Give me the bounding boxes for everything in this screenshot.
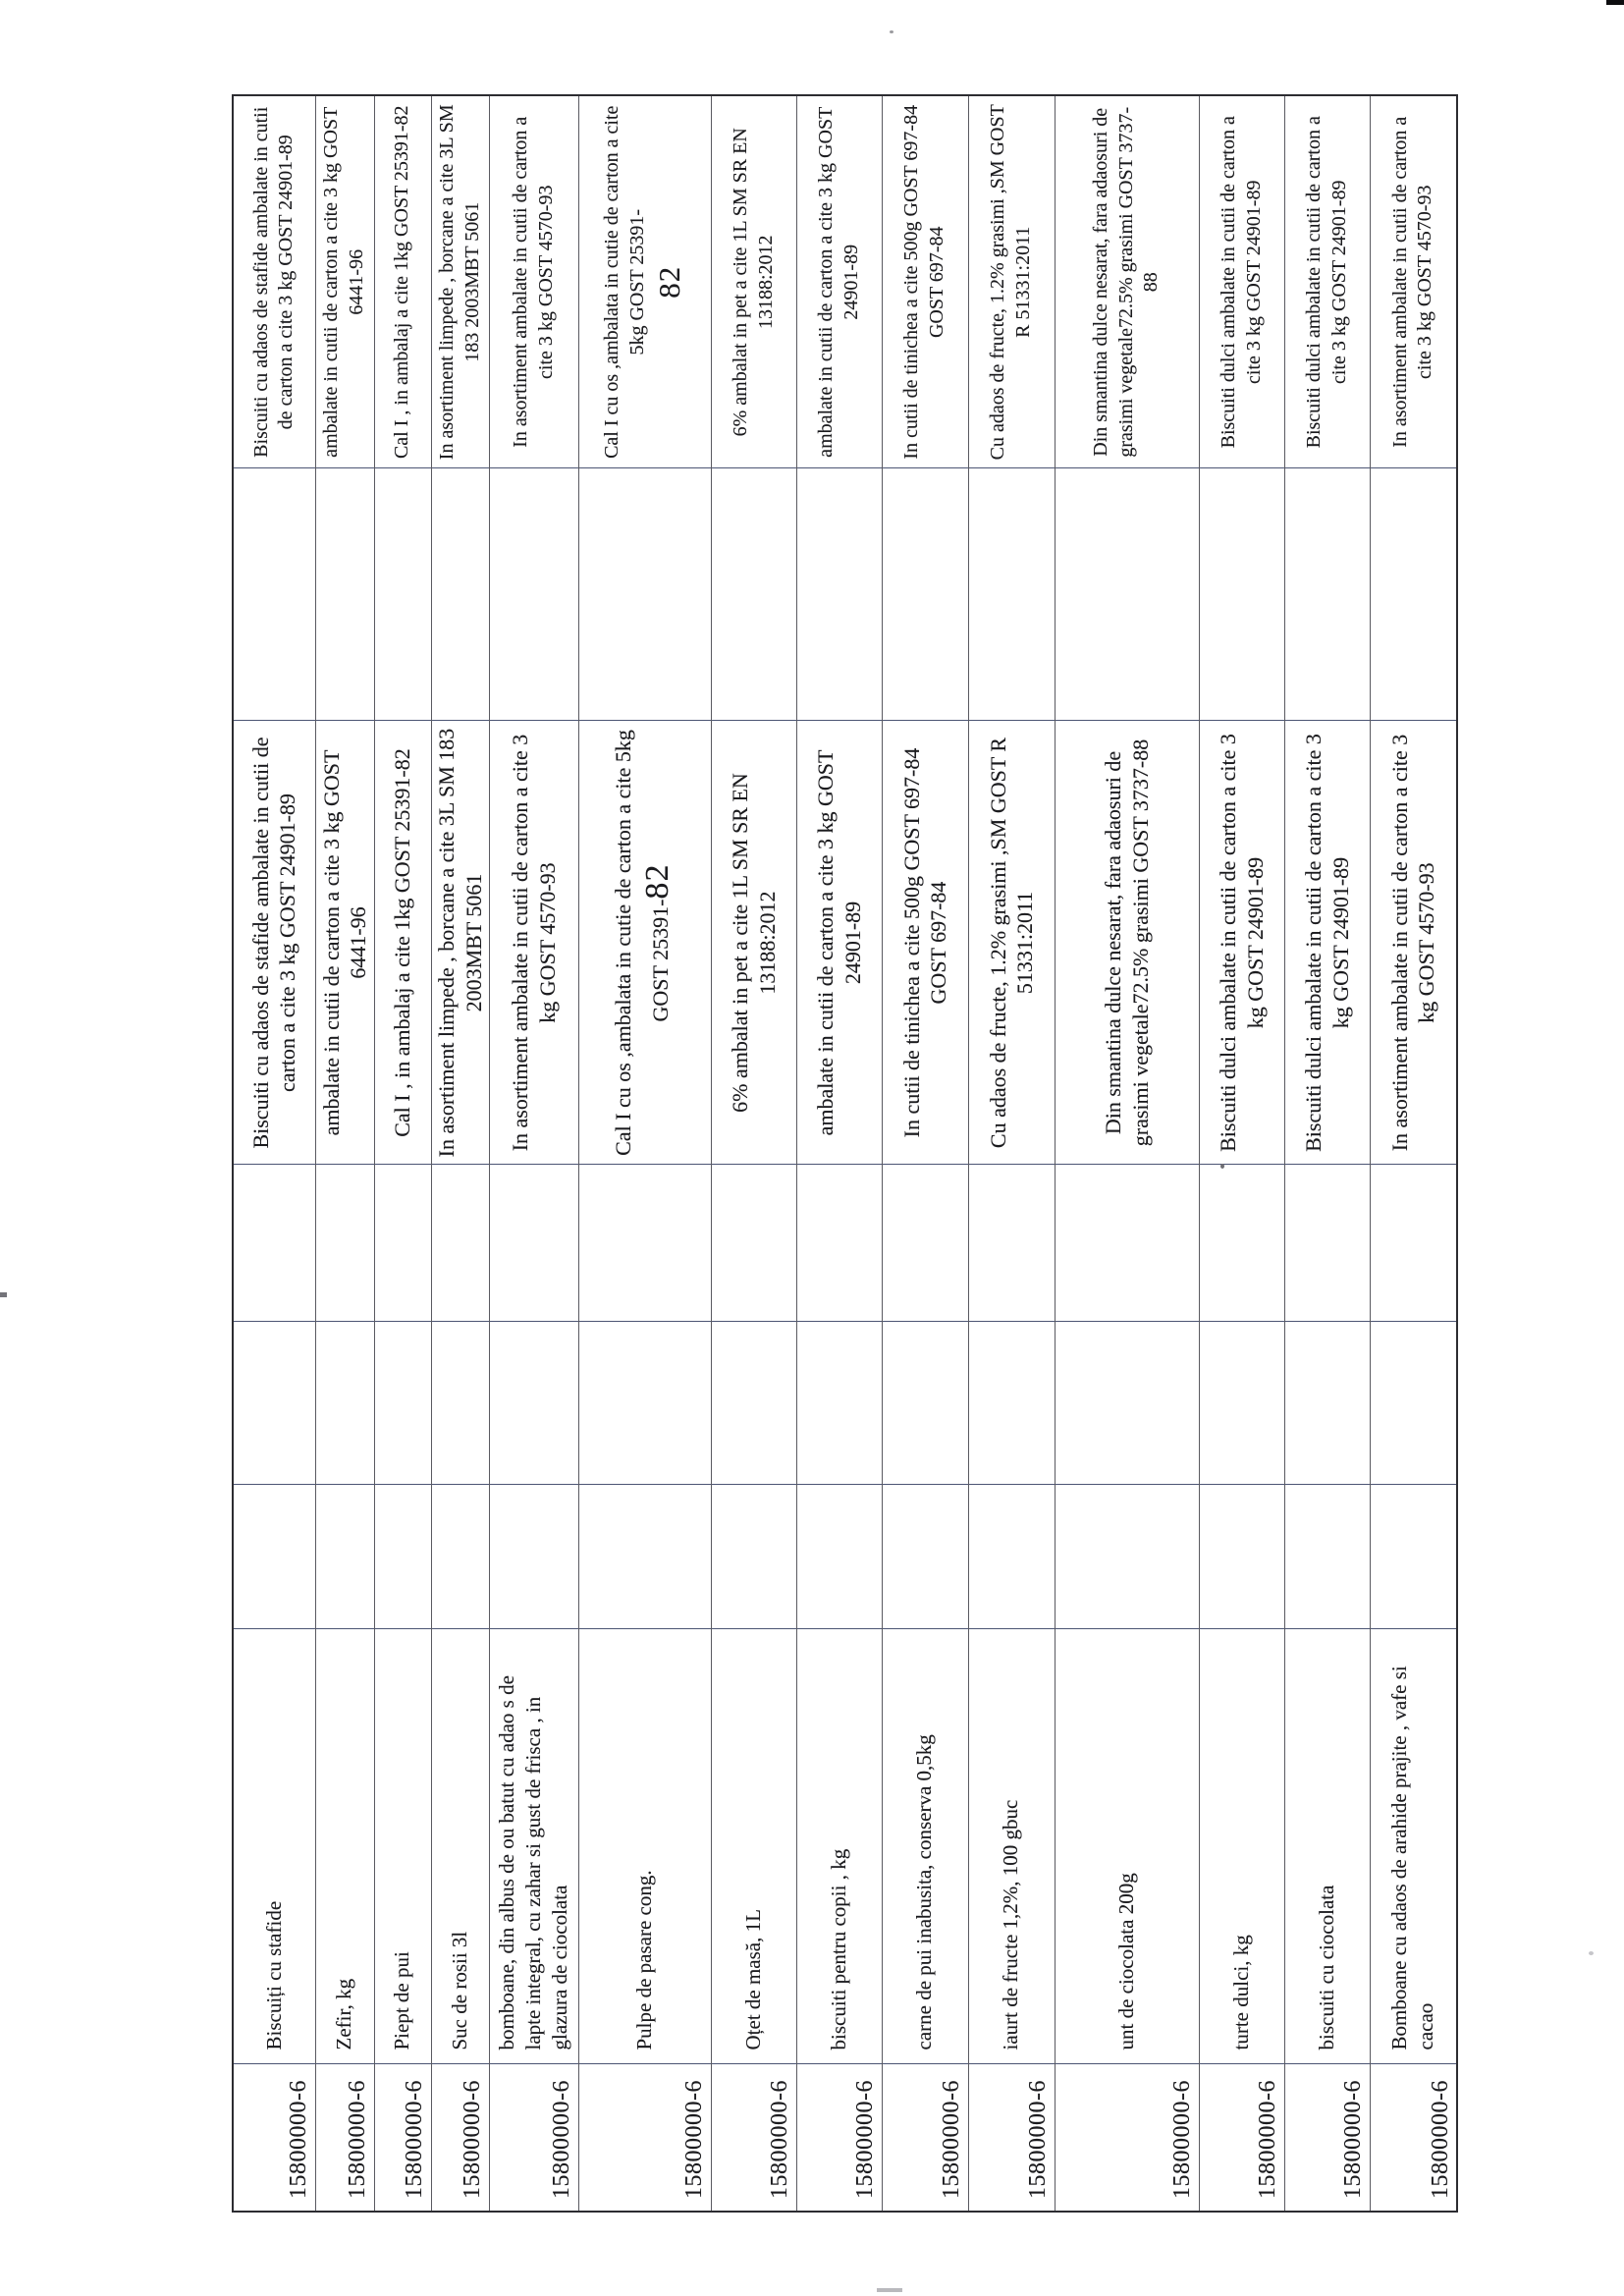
description-primary-text: Biscuiti dulci ambalate in cutii de carton a cite 3 kg GOST 24901-89: [1216, 734, 1268, 1152]
product-name-text: biscuiti cu ciocolata: [1314, 1885, 1338, 2050]
cpv-code-text: 15800000-6: [681, 2080, 708, 2199]
product-name-cell: [968, 1629, 1055, 2064]
empty-cell-1: [882, 1485, 968, 1629]
description-secondary-cell: [1199, 95, 1284, 468]
description-secondary-text: Cal I , in ambalaj a cite 1kg GOST 25391-82: [391, 105, 413, 460]
description-primary-text: Din smantina dulce nesarat, fara adaosuri de grasimi vegetale72.5% grasimi GOST 3737-88: [1101, 738, 1153, 1147]
description-secondary-text: In asortiment ambalate in cutii de carton a cite 3 kg GOST 4570-93: [1388, 116, 1436, 448]
description-secondary-text: ambalate in cutii de carton a cite 3 kg GOST 24901-89: [814, 106, 862, 458]
product-name-text: Bomboane cu adaos de arahide prajite , vafe si cacao: [1386, 1666, 1438, 2050]
product-name-text: turte dulci, kg: [1228, 1935, 1253, 2050]
description-primary-cell: [1284, 721, 1370, 1165]
description-primary-cell: [489, 721, 578, 1165]
cpv-code-cell: [374, 2064, 431, 2212]
cpv-code-text: 15800000-6: [939, 2080, 965, 2199]
description-secondary-cell: [1055, 95, 1199, 468]
empty-cell-3: [431, 1165, 489, 1322]
empty-cell-2: [968, 1322, 1055, 1485]
cpv-code-text: 15800000-6: [1427, 2080, 1453, 2199]
description-primary-cell: [374, 721, 431, 1165]
product-name-text: Biscuiți cu stafide: [261, 1900, 286, 2050]
description-secondary-text: In asortiment limpede , borcane a cite 3L SM 183 2003MBT 5061: [435, 104, 483, 461]
description-secondary-cell: [578, 95, 711, 468]
empty-cell-3: [233, 1165, 315, 1322]
empty-cell-3: [374, 1165, 431, 1322]
description-primary-cell: [882, 721, 968, 1165]
description-primary-cell: [796, 721, 882, 1165]
empty-cell-4: [711, 468, 796, 721]
empty-cell-2: [882, 1322, 968, 1485]
description-primary-text: Cu adaos de fructe, 1.2% grasimi ,SM GOST R 51331:2011: [985, 737, 1037, 1149]
empty-cell-4: [431, 468, 489, 721]
description-secondary-text: ambalate in cutii de carton a cite 3 kg GOST 6441-96: [320, 106, 367, 458]
description-primary-cell: [578, 721, 711, 1165]
product-name-cell: [1370, 1629, 1457, 2064]
table-row: [1055, 95, 1199, 2212]
description-secondary-cell: [1370, 95, 1457, 468]
product-name-text: Oțet de masă, 1L: [740, 1909, 765, 2050]
description-primary-text: In cutii de tinichea a cite 500g GOST 697-84 GOST 697-84: [898, 747, 950, 1138]
cpv-code-text: 15800000-6: [1169, 2080, 1196, 2199]
description-primary-big-text: 82: [638, 863, 676, 900]
cpv-code-cell: [578, 2064, 711, 2212]
table-row: [796, 95, 882, 2212]
cpv-code-text: 15800000-6: [460, 2080, 486, 2199]
cpv-code-cell: [1370, 2064, 1457, 2212]
product-name-text: Piept de pui: [390, 1951, 414, 2050]
product-name-cell: [796, 1629, 882, 2064]
product-name-text: unt de ciocolata 200g: [1113, 1873, 1138, 2050]
product-name-text: Pulpe de pasare cong.: [631, 1870, 656, 2050]
description-primary-text: Biscuiti cu adaos de stafide ambalate in cutii de carton a cite 3 kg GOST 24901-89: [247, 737, 300, 1149]
description-secondary-cell: [489, 95, 578, 468]
cpv-code-cell: [1199, 2064, 1284, 2212]
empty-cell-3: [968, 1165, 1055, 1322]
table-body: [233, 95, 1457, 2212]
cpv-code-text: 15800000-6: [345, 2080, 371, 2199]
description-secondary-cell: [796, 95, 882, 468]
procurement-table: [232, 94, 1458, 2213]
description-primary-text: In asortiment ambalate in cutii de carton a cite 3 kg GOST 4570-93: [1386, 734, 1439, 1152]
empty-cell-1: [968, 1485, 1055, 1629]
table-row: [578, 95, 711, 2212]
description-primary-cell: [1055, 721, 1199, 1165]
description-secondary-text: Cu adaos de fructe, 1.2% grasimi ,SM GOST R 51331:2011: [987, 104, 1034, 461]
empty-cell-4: [315, 468, 374, 721]
table-row: [1370, 95, 1457, 2212]
cpv-code-text: 15800000-6: [852, 2080, 879, 2199]
product-name-cell: [315, 1629, 374, 2064]
product-name-cell: [431, 1629, 489, 2064]
empty-cell-2: [796, 1322, 882, 1485]
empty-cell-3: [796, 1165, 882, 1322]
product-name-cell: [882, 1629, 968, 2064]
empty-cell-1: [1199, 1485, 1284, 1629]
description-secondary-cell: [968, 95, 1055, 468]
empty-cell-2: [374, 1322, 431, 1485]
description-primary-cell: [1199, 721, 1284, 1165]
empty-cell-2: [1055, 1322, 1199, 1485]
table-row: [882, 95, 968, 2212]
empty-cell-2: [1199, 1322, 1284, 1485]
empty-cell-1: [233, 1485, 315, 1629]
table-row: [374, 95, 431, 2212]
table-row: [711, 95, 796, 2212]
empty-cell-2: [1370, 1322, 1457, 1485]
empty-cell-3: [711, 1165, 796, 1322]
empty-cell-3: [1199, 1165, 1284, 1322]
cpv-code-cell: [431, 2064, 489, 2212]
empty-cell-4: [1370, 468, 1457, 721]
empty-cell-2: [233, 1322, 315, 1485]
description-secondary-big-text: 82: [652, 265, 687, 299]
empty-cell-3: [882, 1165, 968, 1322]
product-name-text: bomboane, din albus de ou batut cu adao s de lapte integral, cu zahar si gust de frisca , in glazura de ciocolata: [494, 1675, 572, 2050]
description-secondary-cell: [1284, 95, 1370, 468]
cpv-code-cell: [1284, 2064, 1370, 2212]
empty-cell-1: [711, 1485, 796, 1629]
description-primary-cell: [1370, 721, 1457, 1165]
description-primary-text: Cal I , in ambalaj a cite 1kg GOST 25391-82: [390, 748, 415, 1137]
empty-cell-4: [489, 468, 578, 721]
cpv-code-cell: [489, 2064, 578, 2212]
table-row: [489, 95, 578, 2212]
cpv-code-text: 15800000-6: [767, 2080, 793, 2199]
empty-cell-3: [1370, 1165, 1457, 1322]
product-name-text: Zefir, kg: [332, 1978, 356, 2050]
cpv-code-cell: [882, 2064, 968, 2212]
empty-cell-4: [968, 468, 1055, 721]
description-secondary-text: 6% ambalat in pet a cite 1L SM SR EN 13188:2012: [729, 128, 777, 437]
description-secondary-text: Cal I cu os ,ambalata in cutie de carton a cite 5kg GOST 25391-: [601, 105, 648, 459]
empty-cell-3: [1055, 1165, 1199, 1322]
cpv-code-cell: [711, 2064, 796, 2212]
empty-cell-2: [1284, 1322, 1370, 1485]
description-primary-cell: [315, 721, 374, 1165]
description-primary-text: ambalate in cutii de carton a cite 3 kg GOST 24901-89: [813, 749, 865, 1136]
product-name-cell: [1199, 1629, 1284, 2064]
empty-cell-1: [1370, 1485, 1457, 1629]
description-secondary-text: Biscuiti dulci ambalate in cutii de carton a cite 3 kg GOST 24901-89: [1217, 116, 1265, 449]
description-secondary-text: Biscuiti cu adaos de stafide ambalate in cutii de carton a cite 3 kg GOST 24901-89: [249, 106, 298, 458]
empty-cell-4: [1284, 468, 1370, 721]
empty-cell-1: [489, 1485, 578, 1629]
description-primary-text: In asortiment ambalate in cutii de carton a cite 3 kg GOST 4570-93: [508, 734, 560, 1152]
description-primary-cell: [431, 721, 489, 1165]
empty-cell-4: [1055, 468, 1199, 721]
table-row: [233, 95, 315, 2212]
product-name-cell: [233, 1629, 315, 2064]
table-row: [1199, 95, 1284, 2212]
empty-cell-2: [315, 1322, 374, 1485]
empty-cell-4: [796, 468, 882, 721]
product-name-cell: [711, 1629, 796, 2064]
product-name-cell: [578, 1629, 711, 2064]
empty-cell-2: [431, 1322, 489, 1485]
empty-cell-4: [578, 468, 711, 721]
description-primary-text: Cal I cu os ,ambalata in cutie de carton a cite 5kg GOST 25391-: [611, 730, 673, 1156]
cpv-code-cell: [1055, 2064, 1199, 2212]
description-secondary-cell: [882, 95, 968, 468]
cpv-code-text: 15800000-6: [1340, 2080, 1367, 2199]
description-secondary-cell: [374, 95, 431, 468]
cpv-code-text: 15800000-6: [1025, 2080, 1052, 2199]
cpv-code-text: 15800000-6: [402, 2080, 428, 2199]
empty-cell-2: [489, 1322, 578, 1485]
empty-cell-1: [431, 1485, 489, 1629]
empty-cell-3: [315, 1165, 374, 1322]
empty-cell-4: [374, 468, 431, 721]
description-secondary-text: In cutii de tinichea a cite 500g GOST 697-84 GOST 697-84: [900, 104, 947, 460]
product-name-text: Suc de rosii 3l: [447, 1931, 471, 2050]
description-secondary-cell: [711, 95, 796, 468]
empty-cell-1: [1055, 1485, 1199, 1629]
description-secondary-cell: [431, 95, 489, 468]
description-primary-cell: [711, 721, 796, 1165]
empty-cell-4: [233, 468, 315, 721]
table-row: [968, 95, 1055, 2212]
description-primary-text: ambalate in cutii de carton a cite 3 kg GOST 6441-96: [318, 749, 370, 1136]
empty-cell-4: [882, 468, 968, 721]
description-secondary-text: In asortiment ambalate in cutii de carton a cite 3 kg GOST 4570-93: [509, 116, 557, 448]
empty-cell-4: [1199, 468, 1284, 721]
cpv-code-text: 15800000-6: [1255, 2080, 1281, 2199]
cpv-code-text: 15800000-6: [286, 2080, 312, 2199]
table-row: [431, 95, 489, 2212]
product-name-text: carne de pui inabusita, conserva 0,5kg: [912, 1734, 937, 2050]
empty-cell-2: [711, 1322, 796, 1485]
empty-cell-1: [315, 1485, 374, 1629]
product-name-cell: [1284, 1629, 1370, 2064]
empty-cell-1: [578, 1485, 711, 1629]
cpv-code-text: 15800000-6: [549, 2080, 575, 2199]
description-secondary-cell: [315, 95, 374, 468]
table-row: [315, 95, 374, 2212]
empty-cell-2: [578, 1322, 711, 1485]
product-name-cell: [489, 1629, 578, 2064]
product-name-cell: [1055, 1629, 1199, 2064]
description-secondary-cell: [233, 95, 315, 468]
cpv-code-cell: [796, 2064, 882, 2212]
cpv-code-cell: [968, 2064, 1055, 2212]
empty-cell-3: [1284, 1165, 1370, 1322]
product-name-text: biscuiti pentru copii , kg: [826, 1848, 850, 2050]
description-primary-text: In asortiment limpede , borcane a cite 3L SM 183 2003MBT 5061: [434, 728, 486, 1158]
empty-cell-1: [374, 1485, 431, 1629]
product-name-cell: [374, 1629, 431, 2064]
product-name-text: iaurt de fructe 1,2%, 100 gbuc: [999, 1799, 1023, 2050]
description-primary-cell: [233, 721, 315, 1165]
empty-cell-1: [1284, 1485, 1370, 1629]
cpv-code-cell: [315, 2064, 374, 2212]
description-primary-text: 6% ambalat in pet a cite 1L SM SR EN 13188:2012: [728, 773, 780, 1113]
description-secondary-text: Biscuiti dulci ambalate in cutii de carton a cite 3 kg GOST 24901-89: [1302, 116, 1350, 449]
cpv-code-cell: [233, 2064, 315, 2212]
description-secondary-text: Din smantina dulce nesarat, fara adaosuri de grasimi vegetale72.5% grasimi GOST 3737-88: [1090, 106, 1163, 458]
description-primary-cell: [968, 721, 1055, 1165]
empty-cell-3: [489, 1165, 578, 1322]
empty-cell-3: [578, 1165, 711, 1322]
table-row: [1284, 95, 1370, 2212]
description-primary-text: Biscuiti dulci ambalate in cutii de carton a cite 3 kg GOST 24901-89: [1301, 734, 1353, 1152]
empty-cell-1: [796, 1485, 882, 1629]
